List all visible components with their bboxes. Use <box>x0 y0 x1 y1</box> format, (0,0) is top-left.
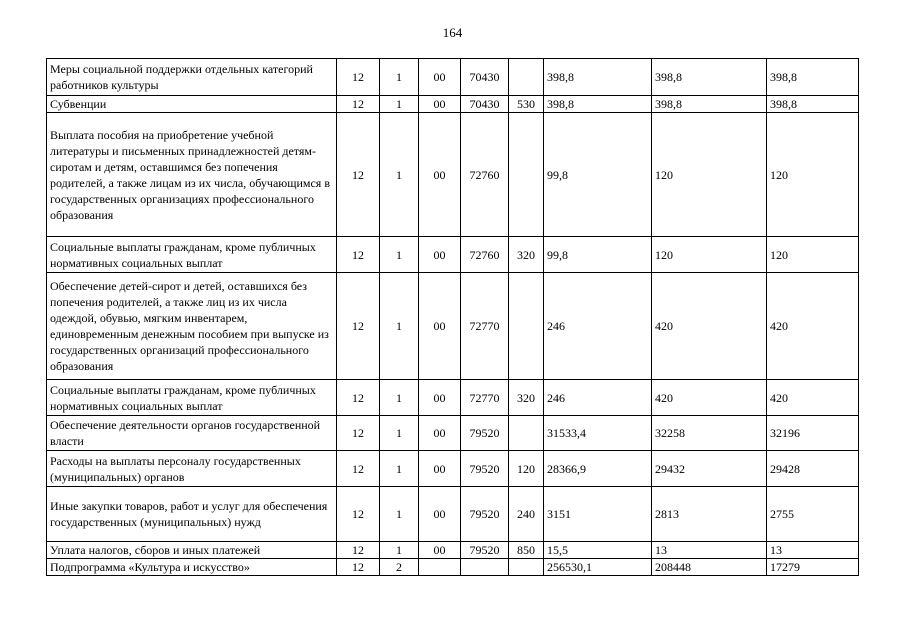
cell-target-article: 79520 <box>461 487 509 542</box>
cell-year2: 32258 <box>652 416 767 451</box>
cell-section: 12 <box>337 416 380 451</box>
cell-subsection: 1 <box>380 487 419 542</box>
cell-subsection: 1 <box>380 380 419 416</box>
row-name: Социальные выплаты гражданам, кроме публичных нормативных социальных выплат <box>47 380 337 416</box>
row-name: Выплата пособия на приобретение учебной литературы и письменных принадлежностей детям-сиротам и детям, оставшимся без попечения родителей, а также лицам из их числа, обучающимся в государственных организациях профессионального образования <box>47 113 337 237</box>
table-row <box>47 113 859 237</box>
cell-expense-type <box>509 113 544 237</box>
cell-year1: 3151 <box>544 487 652 542</box>
cell-program: 00 <box>419 416 461 451</box>
cell-program <box>419 559 461 576</box>
cell-program: 00 <box>419 380 461 416</box>
row-name: Иные закупки товаров, работ и услуг для обеспечения государственных (муниципальных) нужд <box>47 487 337 542</box>
table-row <box>47 416 859 451</box>
row-name: Социальные выплаты гражданам, кроме публичных нормативных социальных выплат <box>47 237 337 273</box>
cell-program: 00 <box>419 59 461 96</box>
cell-subsection: 1 <box>380 113 419 237</box>
cell-year3: 29428 <box>767 451 859 487</box>
cell-year3: 420 <box>767 273 859 380</box>
cell-subsection: 2 <box>380 559 419 576</box>
cell-section: 12 <box>337 380 380 416</box>
page-number: 164 <box>442 25 463 40</box>
cell-year3: 13 <box>767 542 859 559</box>
table-row <box>47 59 859 96</box>
cell-target-article: 72760 <box>461 113 509 237</box>
cell-expense-type <box>509 559 544 576</box>
cell-year3: 398,8 <box>767 59 859 96</box>
cell-section: 12 <box>337 542 380 559</box>
cell-program: 00 <box>419 451 461 487</box>
cell-year1: 256530,1 <box>544 559 652 576</box>
cell-target-article: 72760 <box>461 237 509 273</box>
cell-year1: 398,8 <box>544 96 652 113</box>
cell-expense-type <box>509 273 544 380</box>
cell-year2: 420 <box>652 273 767 380</box>
cell-target-article: 79520 <box>461 542 509 559</box>
cell-subsection: 1 <box>380 273 419 380</box>
table-row <box>47 451 859 487</box>
cell-section: 12 <box>337 451 380 487</box>
cell-year3: 398,8 <box>767 96 859 113</box>
cell-program: 00 <box>419 542 461 559</box>
cell-year1: 31533,4 <box>544 416 652 451</box>
cell-expense-type: 530 <box>509 96 544 113</box>
cell-year1: 246 <box>544 273 652 380</box>
cell-section: 12 <box>337 559 380 576</box>
cell-program: 00 <box>419 273 461 380</box>
cell-expense-type: 320 <box>509 380 544 416</box>
cell-target-article: 70430 <box>461 59 509 96</box>
cell-program: 00 <box>419 487 461 542</box>
cell-year2: 398,8 <box>652 59 767 96</box>
cell-program: 00 <box>419 113 461 237</box>
row-name: Меры социальной поддержки отдельных категорий работников культуры <box>47 59 337 96</box>
cell-subsection: 1 <box>380 96 419 113</box>
cell-expense-type: 850 <box>509 542 544 559</box>
row-name: Уплата налогов, сборов и иных платежей <box>47 542 337 559</box>
table-row <box>47 559 859 576</box>
cell-subsection: 1 <box>380 542 419 559</box>
cell-subsection: 1 <box>380 59 419 96</box>
cell-program: 00 <box>419 237 461 273</box>
cell-section: 12 <box>337 96 380 113</box>
cell-subsection: 1 <box>380 416 419 451</box>
table-row <box>47 96 859 113</box>
cell-section: 12 <box>337 113 380 237</box>
table-row <box>47 487 859 542</box>
cell-section: 12 <box>337 59 380 96</box>
cell-year3: 2755 <box>767 487 859 542</box>
cell-year1: 28366,9 <box>544 451 652 487</box>
table-row <box>47 237 859 273</box>
cell-section: 12 <box>337 273 380 380</box>
cell-target-article: 79520 <box>461 451 509 487</box>
cell-section: 12 <box>337 237 380 273</box>
cell-expense-type <box>509 416 544 451</box>
cell-target-article: 72770 <box>461 273 509 380</box>
cell-target-article <box>461 559 509 576</box>
cell-expense-type <box>509 59 544 96</box>
budget-table <box>46 58 859 576</box>
cell-target-article: 70430 <box>461 96 509 113</box>
cell-year3: 120 <box>767 113 859 237</box>
cell-year1: 99,8 <box>544 113 652 237</box>
cell-year2: 120 <box>652 113 767 237</box>
cell-target-article: 72770 <box>461 380 509 416</box>
row-name: Обеспечение детей-сирот и детей, оставшихся без попечения родителей, а также лиц из их числа одеждой, обувью, мягким инвентарем, единовременным денежным пособием при выпуске из государственных организаций профессионального образования <box>47 273 337 380</box>
row-name: Подпрограмма «Культура и искусство» <box>47 559 337 576</box>
row-name: Обеспечение деятельности органов государственной власти <box>47 416 337 451</box>
cell-year1: 246 <box>544 380 652 416</box>
cell-expense-type: 240 <box>509 487 544 542</box>
table-row <box>47 542 859 559</box>
cell-year2: 420 <box>652 380 767 416</box>
cell-year3: 17279 <box>767 559 859 576</box>
cell-year3: 420 <box>767 380 859 416</box>
cell-program: 00 <box>419 96 461 113</box>
table-row <box>47 273 859 380</box>
cell-year3: 120 <box>767 237 859 273</box>
row-name: Расходы на выплаты персоналу государственных (муниципальных) органов <box>47 451 337 487</box>
cell-year3: 32196 <box>767 416 859 451</box>
cell-year2: 13 <box>652 542 767 559</box>
cell-section: 12 <box>337 487 380 542</box>
cell-year2: 29432 <box>652 451 767 487</box>
cell-expense-type: 320 <box>509 237 544 273</box>
cell-year1: 15,5 <box>544 542 652 559</box>
cell-year2: 398,8 <box>652 96 767 113</box>
cell-year2: 208448 <box>652 559 767 576</box>
cell-year1: 99,8 <box>544 237 652 273</box>
cell-year2: 120 <box>652 237 767 273</box>
cell-subsection: 1 <box>380 451 419 487</box>
cell-target-article: 79520 <box>461 416 509 451</box>
cell-year1: 398,8 <box>544 59 652 96</box>
cell-year2: 2813 <box>652 487 767 542</box>
row-name: Субвенции <box>47 96 337 113</box>
cell-subsection: 1 <box>380 237 419 273</box>
cell-expense-type: 120 <box>509 451 544 487</box>
table-row <box>47 380 859 416</box>
